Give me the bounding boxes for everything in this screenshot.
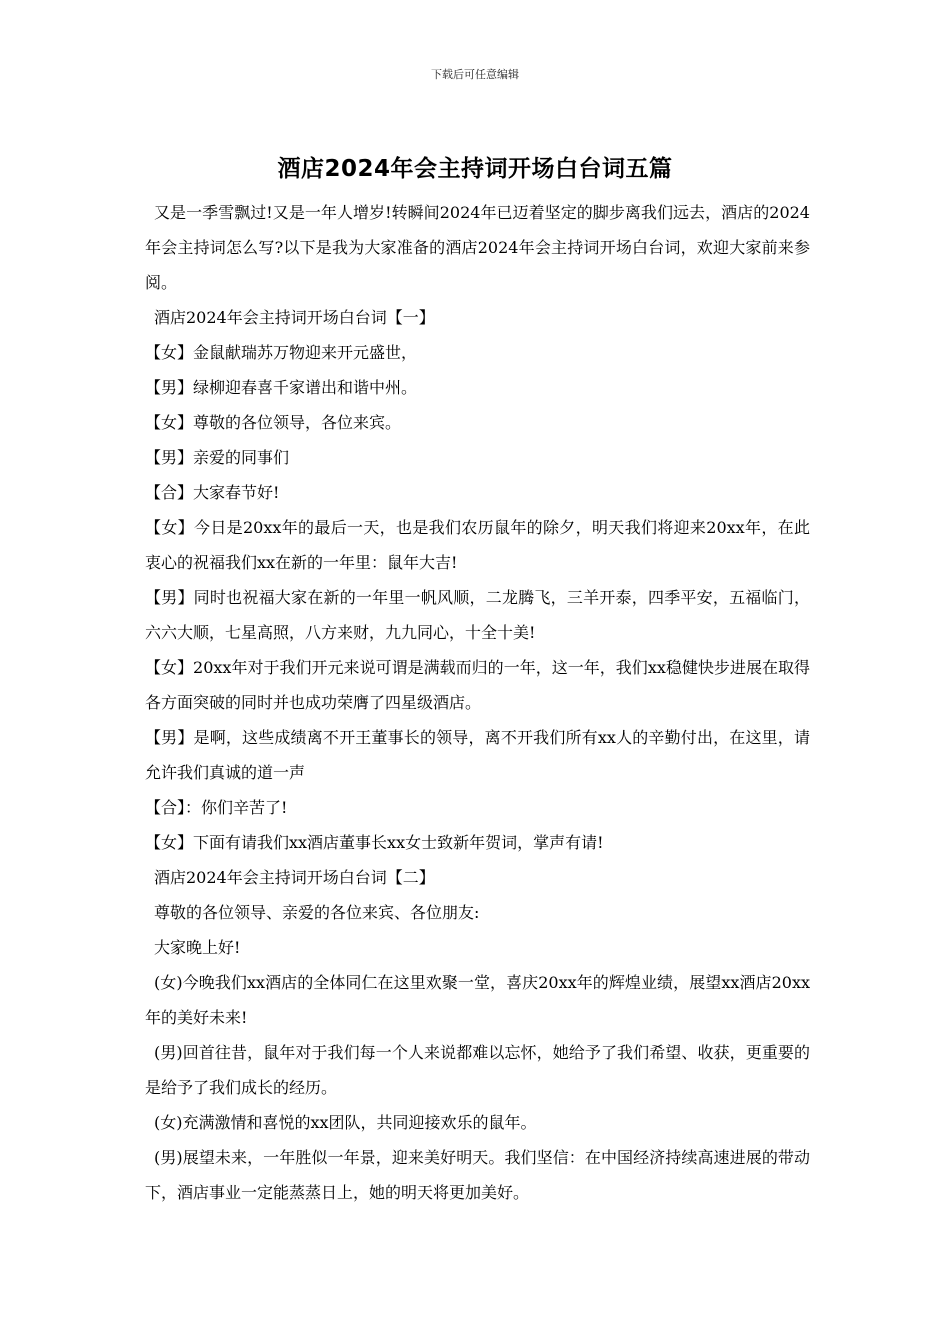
dialogue-line: 【男】同时也祝福大家在新的一年里一帆风顺，二龙腾飞，三羊开泰，四季平安，五福临门，六六大顺，七星高照，八方来财，九九同心，十全十美! [145,588,810,642]
dialogue-line: 【女】金鼠献瑞苏万物迎来开元盛世， [145,343,418,362]
dialogue-line: 【男】是啊，这些成绩离不开王董事长的领导，离不开我们所有xx人的辛勤付出，在这里，请允许我们真诚的道一声 [145,728,810,782]
dialogue-line: 【女】下面有请我们xx酒店董事长xx女士致新年贺词，掌声有请! [145,833,604,852]
document-body [145,195,810,1210]
greeting-line: 大家晚上好! [154,938,241,957]
dialogue-line: (女)充满激情和喜悦的xx团队，共同迎接欢乐的鼠年。 [154,1113,537,1132]
dialogue-line: 【女】20xx年对于我们开元来说可谓是满载而归的一年，这一年，我们xx稳健快步进展在取得各方面突破的同时并也成功荣膺了四星级酒店。 [145,658,810,712]
dialogue-line: 【男】亲爱的同事们 [145,448,290,467]
dialogue-line: 【女】尊敬的各位领导，各位来宾。 [145,413,402,432]
dialogue-line: 【合】大家春节好! [145,483,280,502]
dialogue-line: (女)今晚我们xx酒店的全体同仁在这里欢聚一堂，喜庆20xx年的辉煌业绩，展望xx酒店20xx年的美好未来! [145,973,810,1027]
section-heading-2: 酒店2024年会主持词开场白台词【二】 [154,868,435,887]
salutation-line: 尊敬的各位领导、亲爱的各位来宾、各位朋友: [154,903,480,922]
dialogue-line: 【女】今日是20xx年的最后一天，也是我们农历鼠年的除夕，明天我们将迎来20xx年，在此衷心的祝福我们xx在新的一年里：鼠年大吉! [145,518,810,572]
section-heading-1: 酒店2024年会主持词开场白台词【一】 [154,308,435,327]
document-title: 酒店2024年会主持词开场白台词五篇 [277,156,673,182]
page-header-note: 下载后可任意编辑 [431,68,519,81]
dialogue-line: (男)回首往昔，鼠年对于我们每一个人来说都难以忘怀，她给予了我们希望、收获，更重要的是给予了我们成长的经历。 [145,1043,810,1097]
dialogue-line: 【男】绿柳迎春喜千家谱出和谐中州。 [145,378,418,397]
dialogue-line: (男)展望未来，一年胜似一年景，迎来美好明天。我们坚信：在中国经济持续高速进展的带动下，酒店事业一定能蒸蒸日上，她的明天将更加美好。 [145,1148,810,1202]
dialogue-line: 【合】：你们辛苦了! [145,798,288,817]
intro-paragraph: 又是一季雪飘过!又是一年人增岁!转瞬间2024年已迈着坚定的脚步离我们远去，酒店的2024年会主持词怎么写?以下是我为大家准备的酒店2024年会主持词开场白台词，欢迎大家前来参阅。 [145,203,810,292]
